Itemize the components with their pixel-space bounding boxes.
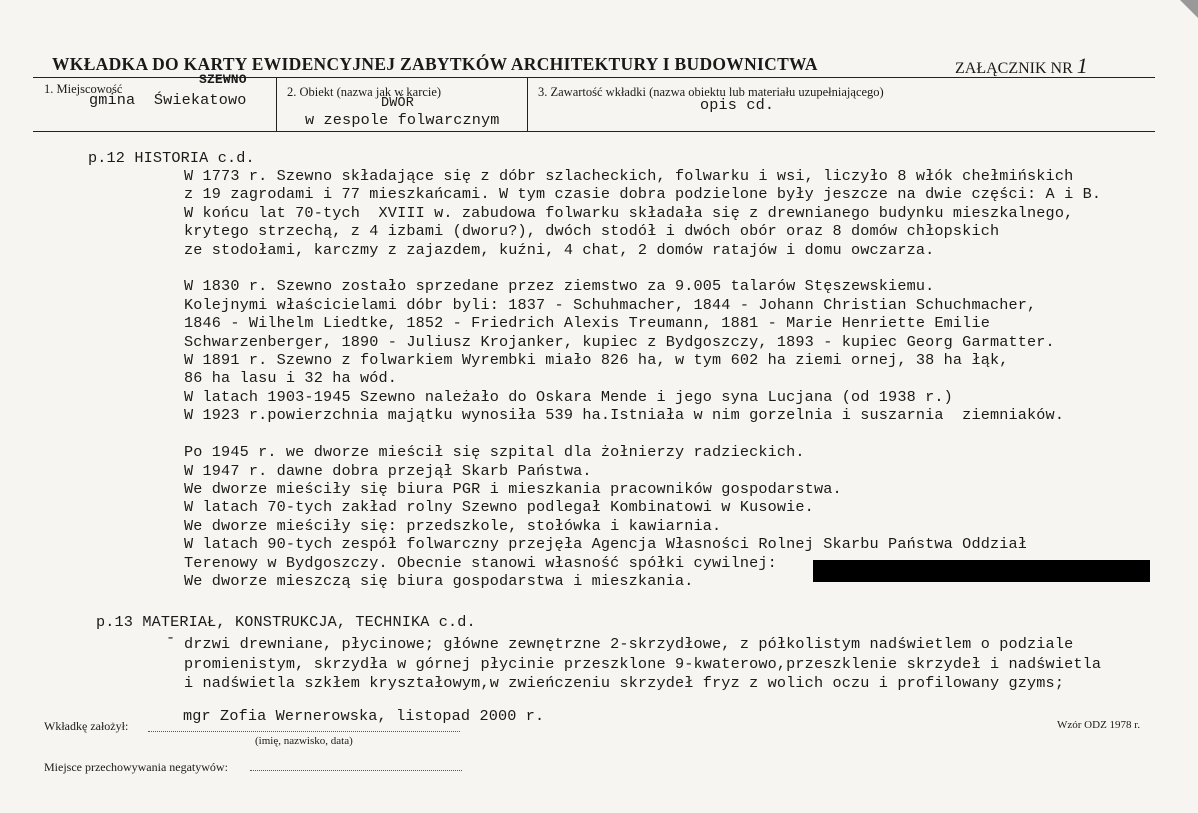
- history-line: W 1891 r. Szewno z folwarkiem Wyrembki miało 826 ha, w tym 602 ha ziemi ornej, 38 ha łąk,: [184, 351, 1009, 370]
- object-value: DWÓR: [381, 96, 415, 111]
- author-label: Wkładkę założył:: [44, 719, 129, 733]
- object-label: 2. Obiekt (nazwa jak w karcie): [287, 85, 442, 99]
- commune-value: gmina Świekatowo: [89, 91, 247, 109]
- fields-bottom-rule: [33, 131, 1155, 132]
- history-line: W latach 1903-1945 Szewno należało do Oskara Mende i jego syna Lucjana (od 1938 r.): [184, 387, 953, 406]
- history-heading: p.12 HISTORIA c.d.: [88, 149, 255, 167]
- material-dash: -: [166, 629, 176, 647]
- history-line: 1846 - Wilhelm Liedtke, 1852 - Friedrich Alexis Treumann, 1881 - Marie Henriette Emilie: [184, 314, 990, 333]
- redaction-bar: [813, 560, 1150, 582]
- attachment-number-value: 1: [1076, 53, 1088, 78]
- history-line: [184, 259, 1101, 277]
- history-line: krytego strzechą, z 4 izbami (dworu?), dwóch stodół i dwóch obór oraz 8 domów chłopskich: [184, 222, 1000, 241]
- history-line: Schwarzenberger, 1890 - Juliusz Krojanker, kupiec z Bydgoszczy, 1893 - kupiec Georg Garmatter.: [184, 332, 1055, 351]
- author-value: mgr Zofia Wernerowska, listopad 2000 r.: [183, 707, 545, 725]
- history-line: W 1773 r. Szewno składające się z dóbr szlacheckich, folwarku i wsi, liczyło 8 włók chełmińskich: [184, 167, 1074, 185]
- locality-value: SZEWNO: [199, 72, 247, 87]
- material-line: i nadświetla szkłem kryształowym,w zwieńczeniu skrzydeł fryz z wolich oczu i profilowany gzyms;: [184, 674, 1065, 692]
- content-value: opis cd.: [700, 96, 775, 114]
- history-line: Kolejnymi właścicielami dóbr byli: 1837 - Schuhmacher, 1844 - Johann Christian Schuchmacher,: [184, 295, 1037, 314]
- history-line: 86 ha lasu i 32 ha wód.: [184, 369, 398, 388]
- material-text: [184, 635, 1101, 694]
- form-title: WKŁADKA DO KARTY EWIDENCYJNEJ ZABYTKÓW ARCHITEKTURY I BUDOWNICTWA: [52, 54, 818, 74]
- negatives-label: Miejsce przechowywania negatywów:: [44, 760, 228, 774]
- history-line: We dworze mieściły się biura PGR i mieszkania pracowników gospodarstwa.: [184, 479, 842, 498]
- history-line: W latach 70-tych zakład rolny Szewno podlegał Kombinatowi w Kusowie.: [184, 498, 814, 517]
- history-line: [184, 425, 1101, 443]
- history-line: z 19 zagrodami i 77 mieszkańcami. W tym czasie dobra podzielone były jeszcze na dwie części: A i B.: [184, 185, 1102, 204]
- template-label: Wzór ODZ 1978 r.: [1057, 719, 1141, 731]
- history-line: We dworze mieściły się: przedszkole, stołówka i kawiarnia.: [184, 516, 722, 535]
- material-heading: p.13 MATERIAŁ, KONSTRUKCJA, TECHNIKA c.d.: [96, 613, 476, 631]
- object-value-2: w zespole folwarcznym: [305, 111, 500, 129]
- field-divider-1: [276, 78, 277, 132]
- scan-corner: [1180, 0, 1198, 18]
- history-line: We dworze mieszczą się biura gospodarstwa i mieszkania.: [184, 571, 694, 590]
- history-line: W 1923 r.powierzchnia majątku wynosiła 539 ha.Istniała w nim gorzelnia i suszarnia ziemniaków.: [184, 406, 1065, 425]
- material-line: drzwi drewniane, płycinowe; główne zewnętrzne 2-skrzydłowe, z półkolistym nadświetlem o podziale: [184, 635, 1074, 653]
- history-line: W końcu lat 70-tych XVIII w. zabudowa folwarku składała się z drewnianego budynku mieszkalnego,: [184, 203, 1074, 222]
- history-line: W 1830 r. Szewno zostało sprzedane przez ziemstwo za 9.005 talarów Stęszewskiemu.: [184, 277, 935, 296]
- attachment-number: [955, 53, 1088, 79]
- locality-label: 1. Miejscowość: [44, 82, 123, 96]
- history-line: W 1947 r. dawne dobra przejął Skarb Państwa.: [184, 461, 592, 480]
- history-text: [184, 167, 1101, 590]
- author-hint: (imię, nazwisko, data): [255, 735, 353, 747]
- history-line: Po 1945 r. we dworze mieścił się szpital dla żołnierzy radzieckich.: [184, 443, 805, 462]
- material-line: promienistym, skrzydła w górnej płycinie przeszklone 9-kwaterowo,przeszklenie skrzydeł i nadświetla: [184, 654, 1102, 673]
- content-label: 3. Zawartość wkładki (nazwa obiektu lub materiału uzupełniającego): [538, 85, 884, 99]
- history-line: ze stodołami, karczmy z zajazdem, kuźni, 4 chat, 2 domów ratajów i domu owczarza.: [184, 240, 935, 259]
- author-dotted-line: [148, 731, 460, 732]
- field-divider-2: [527, 78, 528, 132]
- history-line: Terenowy w Bydgoszczy. Obecnie stanowi własność spółki cywilnej:: [184, 553, 777, 572]
- attachment-label: ZAŁĄCZNIK NR: [955, 60, 1073, 77]
- history-line: W latach 90-tych zespół folwarczny przejęła Agencja Własności Rolnej Skarbu Państwa Oddział: [184, 535, 1028, 554]
- negatives-dotted-line: [250, 770, 462, 771]
